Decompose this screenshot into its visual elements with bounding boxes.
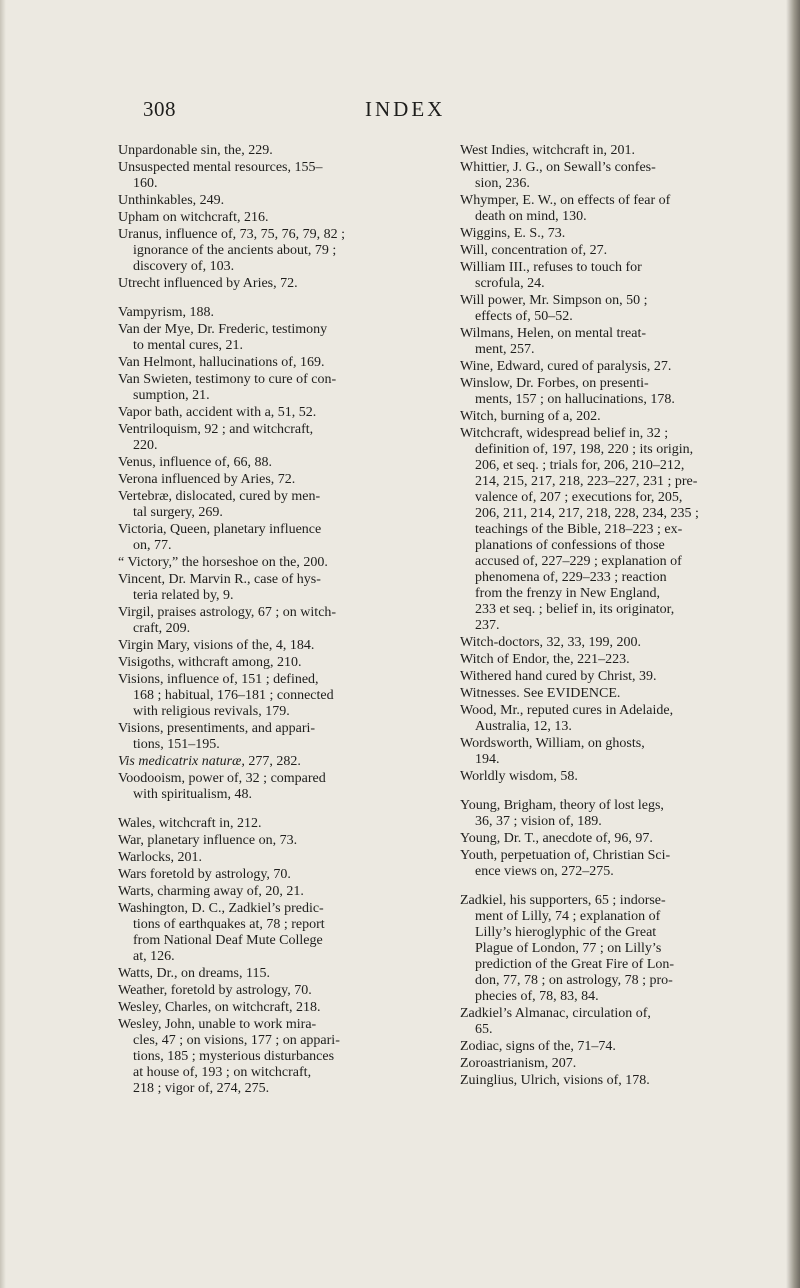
index-entry: Wordsworth, William, on ghosts, 194.	[460, 736, 645, 767]
index-entry: Unthinkables, 249.	[118, 193, 225, 208]
index-entry: Visions, presentiments, and appari- tions, 151–195.	[118, 721, 316, 752]
letter-group-gap	[460, 786, 782, 798]
index-entry: Young, Dr. T., anecdote of, 96, 97.	[460, 831, 653, 846]
index-entry: Withered hand cured by Christ, 39.	[460, 669, 657, 684]
index-entry: Vapor bath, accident with a, 51, 52.	[118, 405, 317, 420]
index-entry: Zodiac, signs of the, 71–74.	[460, 1039, 616, 1054]
index-entry: Young, Brigham, theory of lost legs, 36, 37 ; vision of, 189.	[460, 798, 664, 829]
index-entry: Zuinglius, Ulrich, visions of, 178.	[460, 1073, 650, 1088]
index-entry: Youth, perpetuation of, Christian Sci- ence views on, 272–275.	[460, 848, 671, 879]
index-entry: Virgin Mary, visions of the, 4, 184.	[118, 638, 315, 653]
index-entry: Van Swieten, testimony to cure of con- sumption, 21.	[118, 372, 337, 403]
index-entry: Wine, Edward, cured of paralysis, 27.	[460, 359, 672, 374]
index-entry: Van Helmont, hallucinations of, 169.	[118, 355, 325, 370]
index-entry: Verona influenced by Aries, 72.	[118, 472, 296, 487]
letter-group-gap	[118, 804, 441, 816]
index-entry: Wales, witchcraft in, 212.	[118, 816, 262, 831]
index-entry: Wiggins, E. S., 73.	[460, 226, 566, 241]
index-entry: Wilmans, Helen, on mental treat- ment, 257.	[460, 326, 647, 357]
index-entry: Van der Mye, Dr. Frederic, testimony to mental cures, 21.	[118, 322, 328, 353]
index-entry: Unpardonable sin, the, 229.	[118, 143, 273, 158]
index-entry: Uranus, influence of, 73, 75, 76, 79, 82 ; ignorance of the ancients about, 79 ; discovery of, 103.	[118, 227, 346, 274]
index-entry: Worldly wisdom, 58.	[460, 769, 578, 784]
index-entry: Whymper, E. W., on effects of fear of death on mind, 130.	[460, 193, 671, 224]
index-entry: Witch-doctors, 32, 33, 199, 200.	[460, 635, 642, 650]
index-entry: Virgil, praises astrology, 67 ; on witch- craft, 209.	[118, 605, 337, 636]
index-entry: William III., refuses to touch for scrofula, 24.	[460, 260, 642, 291]
index-entry: Witch, burning of a, 202.	[460, 409, 601, 424]
index-column-right	[460, 143, 782, 1090]
index-entry: Zadkiel’s Almanac, circulation of, 65.	[460, 1006, 651, 1037]
index-entry: Will power, Mr. Simpson on, 50 ; effects of, 50–52.	[460, 293, 648, 324]
index-entry: Warts, charming away of, 20, 21.	[118, 884, 304, 899]
index-entry: Visigoths, withcraft among, 210.	[118, 655, 302, 670]
index-entry: Vincent, Dr. Marvin R., case of hys- teria related by, 9.	[118, 572, 321, 603]
index-entry: Witnesses. See EVIDENCE.	[460, 686, 621, 701]
page-header	[0, 97, 800, 129]
index-entry: Warlocks, 201.	[118, 850, 203, 865]
index-entry: Wesley, Charles, on witchcraft, 218.	[118, 1000, 321, 1015]
index-entry: Victoria, Queen, planetary influence on, 77.	[118, 522, 322, 553]
page-edge-shadow	[786, 0, 800, 1288]
index-entry: Venus, influence of, 66, 88.	[118, 455, 272, 470]
index-entry: Utrecht influenced by Aries, 72.	[118, 276, 298, 291]
index-entry: Will, concentration of, 27.	[460, 243, 608, 258]
letter-group-gap	[118, 293, 441, 305]
running-head: INDEX	[365, 97, 446, 121]
index-entry: Zoroastrianism, 207.	[460, 1056, 577, 1071]
index-entry: Winslow, Dr. Forbes, on presenti- ments, 157 ; on hallucinations, 178.	[460, 376, 675, 407]
letter-group-gap	[460, 881, 782, 893]
index-entry: Voodooism, power of, 32 ; compared with spiritualism, 48.	[118, 771, 326, 802]
index-entry: Weather, foretold by astrology, 70.	[118, 983, 312, 998]
index-entry: Washington, D. C., Zadkiel’s predic- tions of earthquakes at, 78 ; report from National Deaf Mute College at, 126.	[118, 901, 325, 964]
index-entry: Upham on witchcraft, 216.	[118, 210, 269, 225]
index-entry: Visions, influence of, 151 ; defined, 168 ; habitual, 176–181 ; connected with religious revivals, 179.	[118, 672, 334, 719]
index-entry: Vis medicatrix naturæ, 277, 282.	[118, 754, 301, 769]
index-entry: Wars foretold by astrology, 70.	[118, 867, 291, 882]
index-entry: Watts, Dr., on dreams, 115.	[118, 966, 270, 981]
index-column-left	[118, 143, 441, 1098]
index-entry: Witchcraft, widespread belief in, 32 ; definition of, 197, 198, 220 ; its origin, 206, et seq. ; trials for, 206, 210–212, 214, 215, 217, 218, 223–227, 231 ; pre- valence of, 207 ; executions for, 205, 206, 211, 214, 217, 218, 228, 234, 235 ; teachings of the Bible, 218–223 ; ex- planations of confessions of those accused of, 227–229 ; explanation of phenomena of, 229–233 ; reaction from the frenzy in New England, 233 et seq. ; belief in, its originator, 237.	[460, 426, 699, 633]
index-entry: War, planetary influence on, 73.	[118, 833, 298, 848]
page-number: 308	[143, 97, 176, 121]
index-entry: West Indies, witchcraft in, 201.	[460, 143, 635, 158]
index-entry: Wesley, John, unable to work mira- cles, 47 ; on visions, 177 ; on appari- tions, 185 ; mysterious disturbances at house of, 193 ; on witchcraft, 218 ; vigor of, 274, 275.	[118, 1017, 340, 1096]
index-entry: Vampyrism, 188.	[118, 305, 215, 320]
index-entry: Witch of Endor, the, 221–223.	[460, 652, 630, 667]
index-entry: Wood, Mr., reputed cures in Adelaide, Australia, 12, 13.	[460, 703, 674, 734]
page-gutter-shadow	[0, 0, 6, 1288]
index-entry: Whittier, J. G., on Sewall’s confes- sion, 236.	[460, 160, 656, 191]
index-entry: Ventriloquism, 92 ; and witchcraft, 220.	[118, 422, 314, 453]
index-entry: Vertebræ, dislocated, cured by men- tal surgery, 269.	[118, 489, 321, 520]
index-entry: Zadkiel, his supporters, 65 ; indorse- ment of Lilly, 74 ; explanation of Lilly’s hieroglyphic of the Great Plague of London, 77 ; on Lilly’s prediction of the Great Fire of Lon- don, 77, 78 ; on astrology, 78 ; pro- phecies of, 78, 83, 84.	[460, 893, 675, 1004]
index-entry: “ Victory,” the horseshoe on the, 200.	[118, 555, 328, 570]
index-entry: Unsuspected mental resources, 155– 160.	[118, 160, 323, 191]
